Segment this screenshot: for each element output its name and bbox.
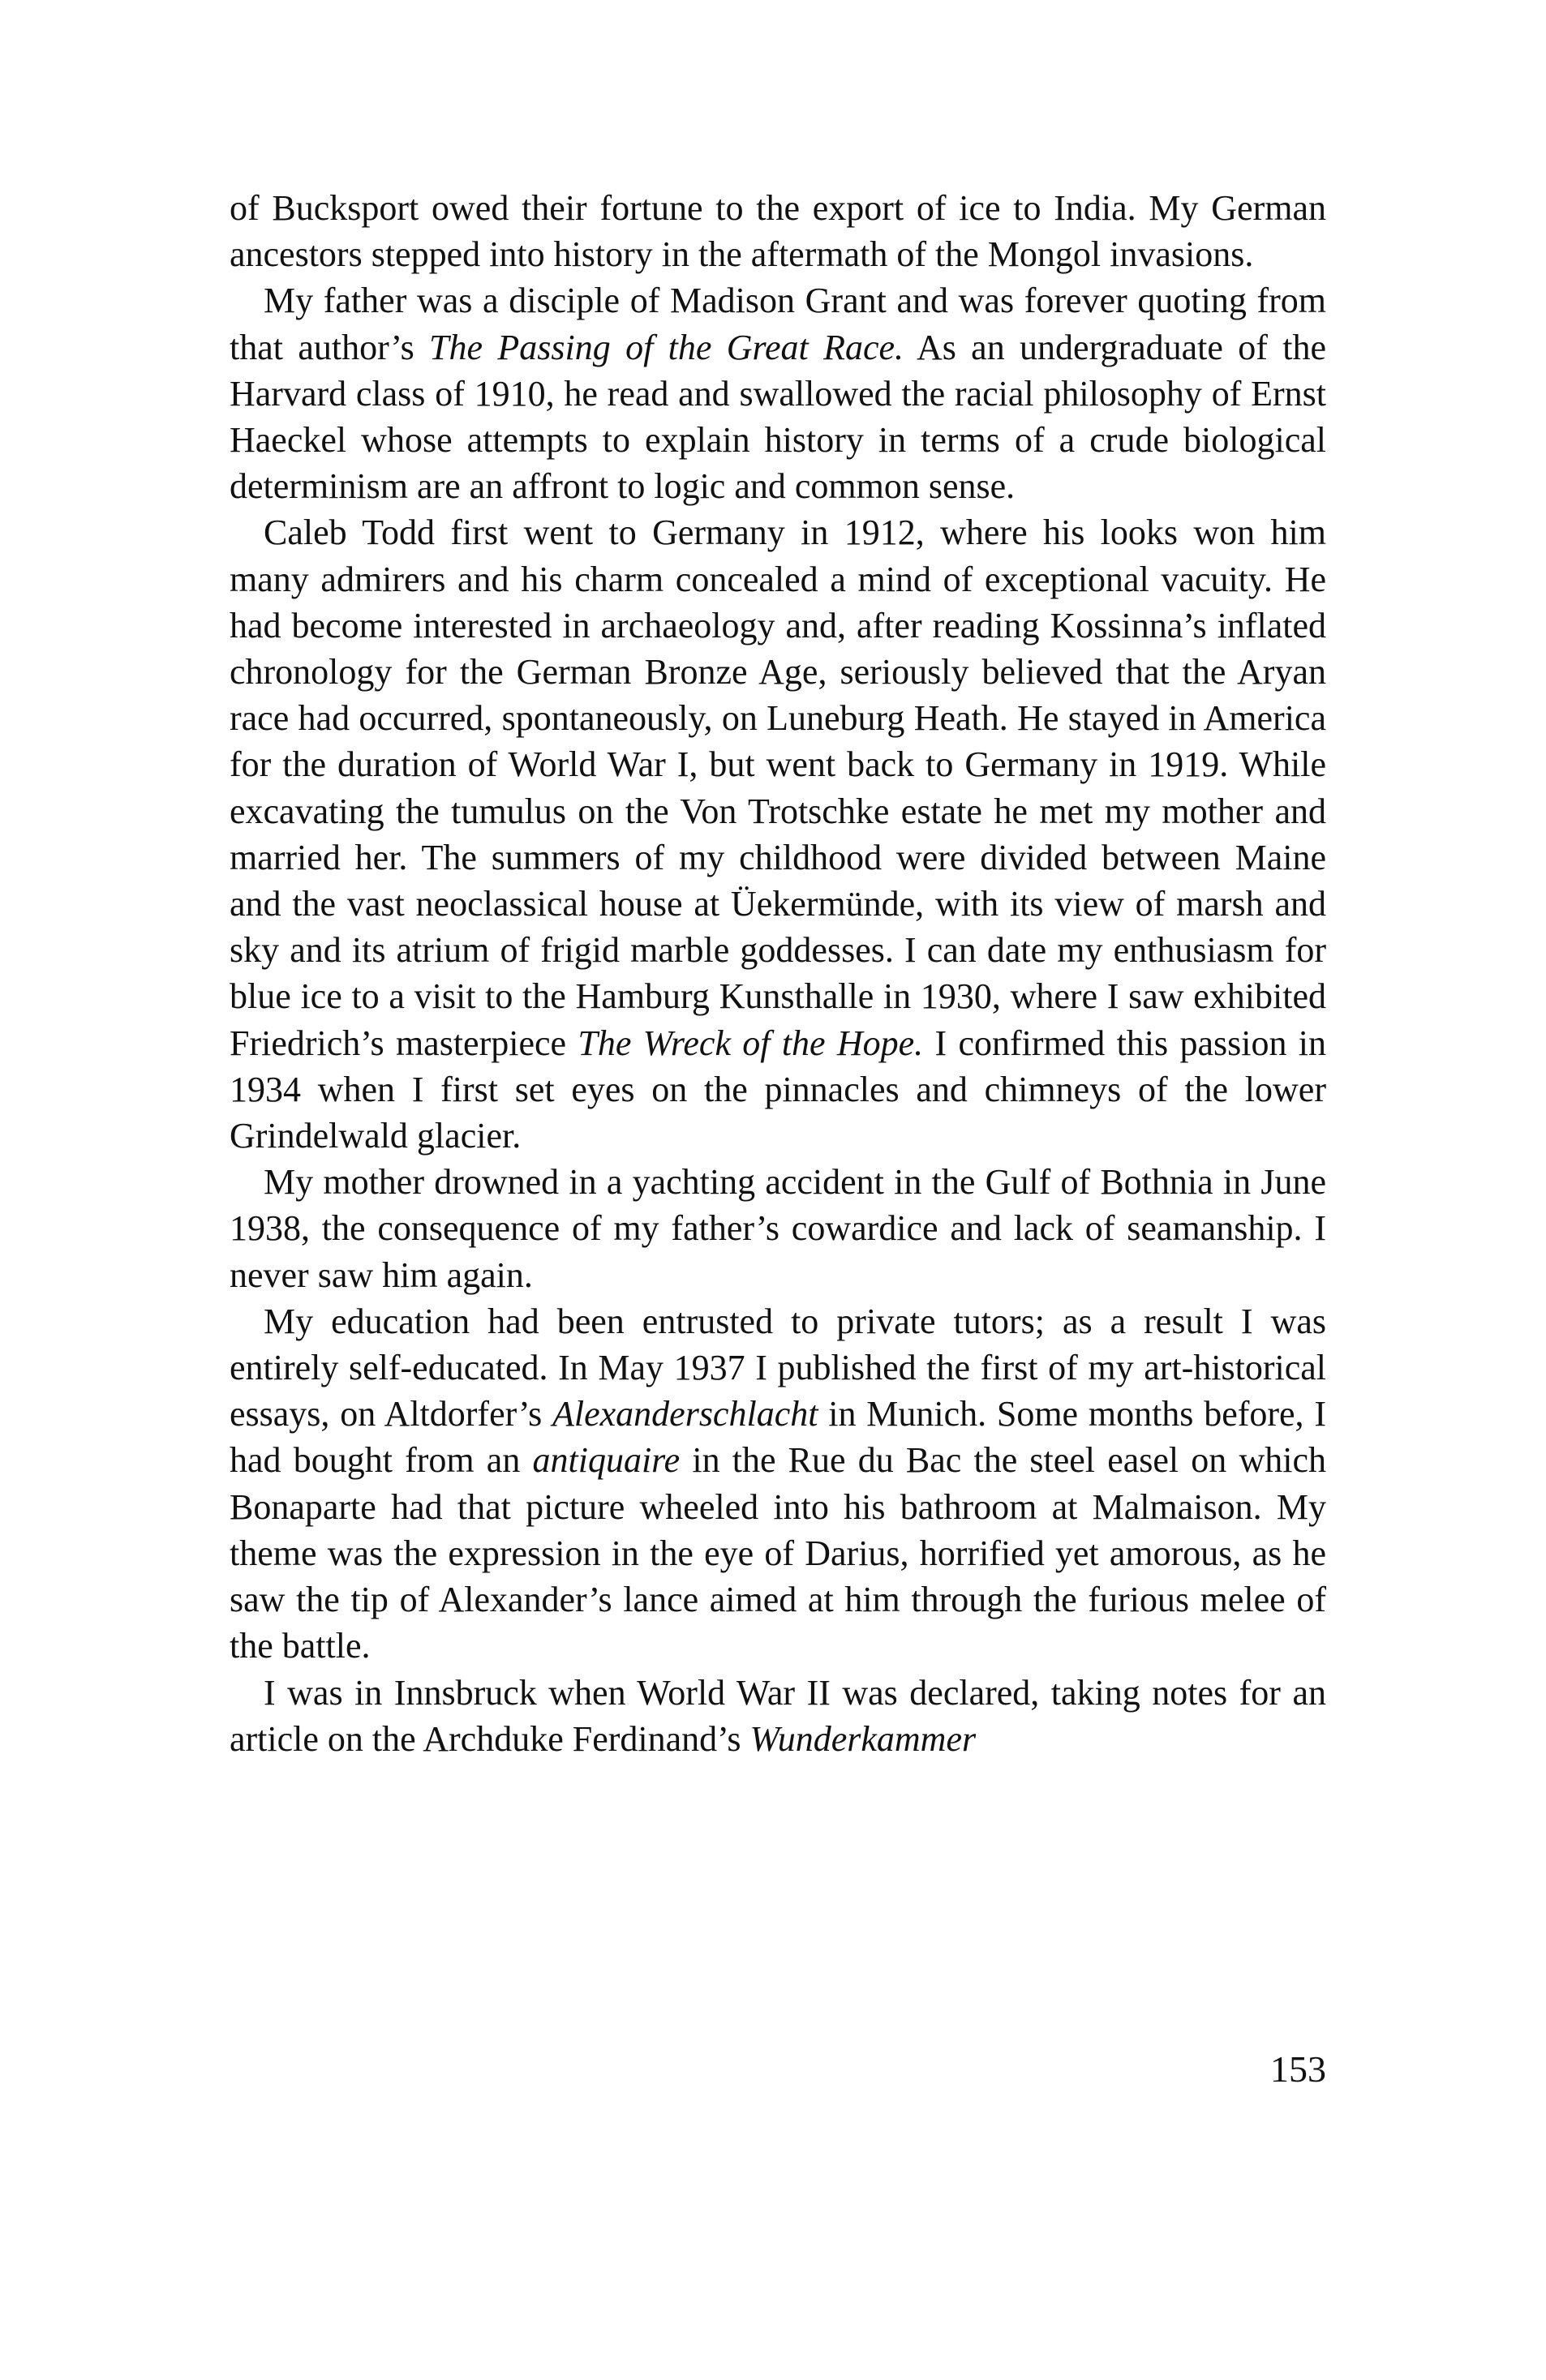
- paragraph-2-text-2: As an undergraduate of the Harvard class of 1910, he read and swallowed the racial philosophy of Ernst Haeckel whose attempts to explain history in terms of a crude biological determinism are an affront to logic and common sense.: [230, 327, 1326, 507]
- painting-title-alexanderschlacht: Alexanderschlacht: [552, 1394, 818, 1434]
- paragraph-5-text-2: in Munich. Some months before, I had bought from an: [230, 1394, 1326, 1481]
- painting-title-wreck-of-the-hope: The Wreck of the Hope.: [578, 1023, 924, 1063]
- paragraph-1: [230, 185, 1326, 277]
- book-title-passing-of-the-great-race: The Passing of the Great Race.: [429, 327, 904, 367]
- paragraph-2-text-1: My father was a disciple of Madison Grant and was forever quoting from that author’s: [230, 281, 1326, 367]
- paragraph-1-text-1: of Bucksport owed their fortune to the export of ice to India. My German ancestors stepped into history in the aftermath of the Mongol invasions.: [230, 188, 1326, 275]
- paragraph-2: [230, 277, 1326, 509]
- paragraph-4-text-1: My mother drowned in a yachting accident in the Gulf of Bothnia in June 1938, the consequence of my father’s cowardice and lack of seamanship. I never saw him again.: [230, 1162, 1326, 1295]
- paragraph-3-text-1: Caleb Todd first went to Germany in 1912, where his looks won him many admirers and his charm concealed a mind of exceptional vacuity. He had become interested in archaeology and, after reading Kossinna’s inflated chronology for the German Bronze Age, seriously believed that the Aryan race had occurred, spontaneously, on Luneburg Heath. He stayed in America for the duration of World War I, but went back to Germany in 1919. While excavating the tumulus on the Von Trotschke estate he met my mother and married her. The summers of my childhood were divided between Maine and the vast neoclassical house at Üekermünde, with its view of marsh and sky and its atrium of frigid marble goddesses. I can date my enthusiasm for blue ice to a visit to the Hamburg Kunsthalle in 1930, where I saw exhibited Friedrich’s masterpiece: [230, 512, 1326, 1063]
- paragraph-5-text-1: My education had been entrusted to private tutors; as a result I was entirely self-educated. In May 1937 I published the first of my art-historical essays, on Altdorfer’s: [230, 1301, 1326, 1434]
- paragraph-5-text-3: in the Rue du Bac the steel easel on which Bonaparte had that picture wheeled into his bathroom at Malmaison. My theme was the expression in the eye of Darius, horrified yet amorous, as he saw the tip of Alexander’s lance aimed at him through the furious melee of the battle.: [230, 1440, 1326, 1666]
- paragraph-3: [230, 509, 1326, 1159]
- paragraph-6-text-1: I was in Innsbruck when World War II was declared, taking notes for an article on the Archduke Ferdinand’s: [230, 1672, 1326, 1759]
- paragraph-4: [230, 1159, 1326, 1298]
- paragraph-6: [230, 1670, 1326, 1762]
- paragraph-5: [230, 1298, 1326, 1670]
- page-number: 153: [1270, 2048, 1326, 2090]
- term-wunderkammer: Wunderkammer: [749, 1718, 977, 1759]
- term-antiquaire: antiquaire: [532, 1440, 681, 1481]
- body-text: [230, 185, 1326, 1762]
- paragraph-3-text-2: I confirmed this passion in 1934 when I first set eyes on the pinnacles and chimneys of the lower Grindelwald glacier.: [230, 1023, 1326, 1156]
